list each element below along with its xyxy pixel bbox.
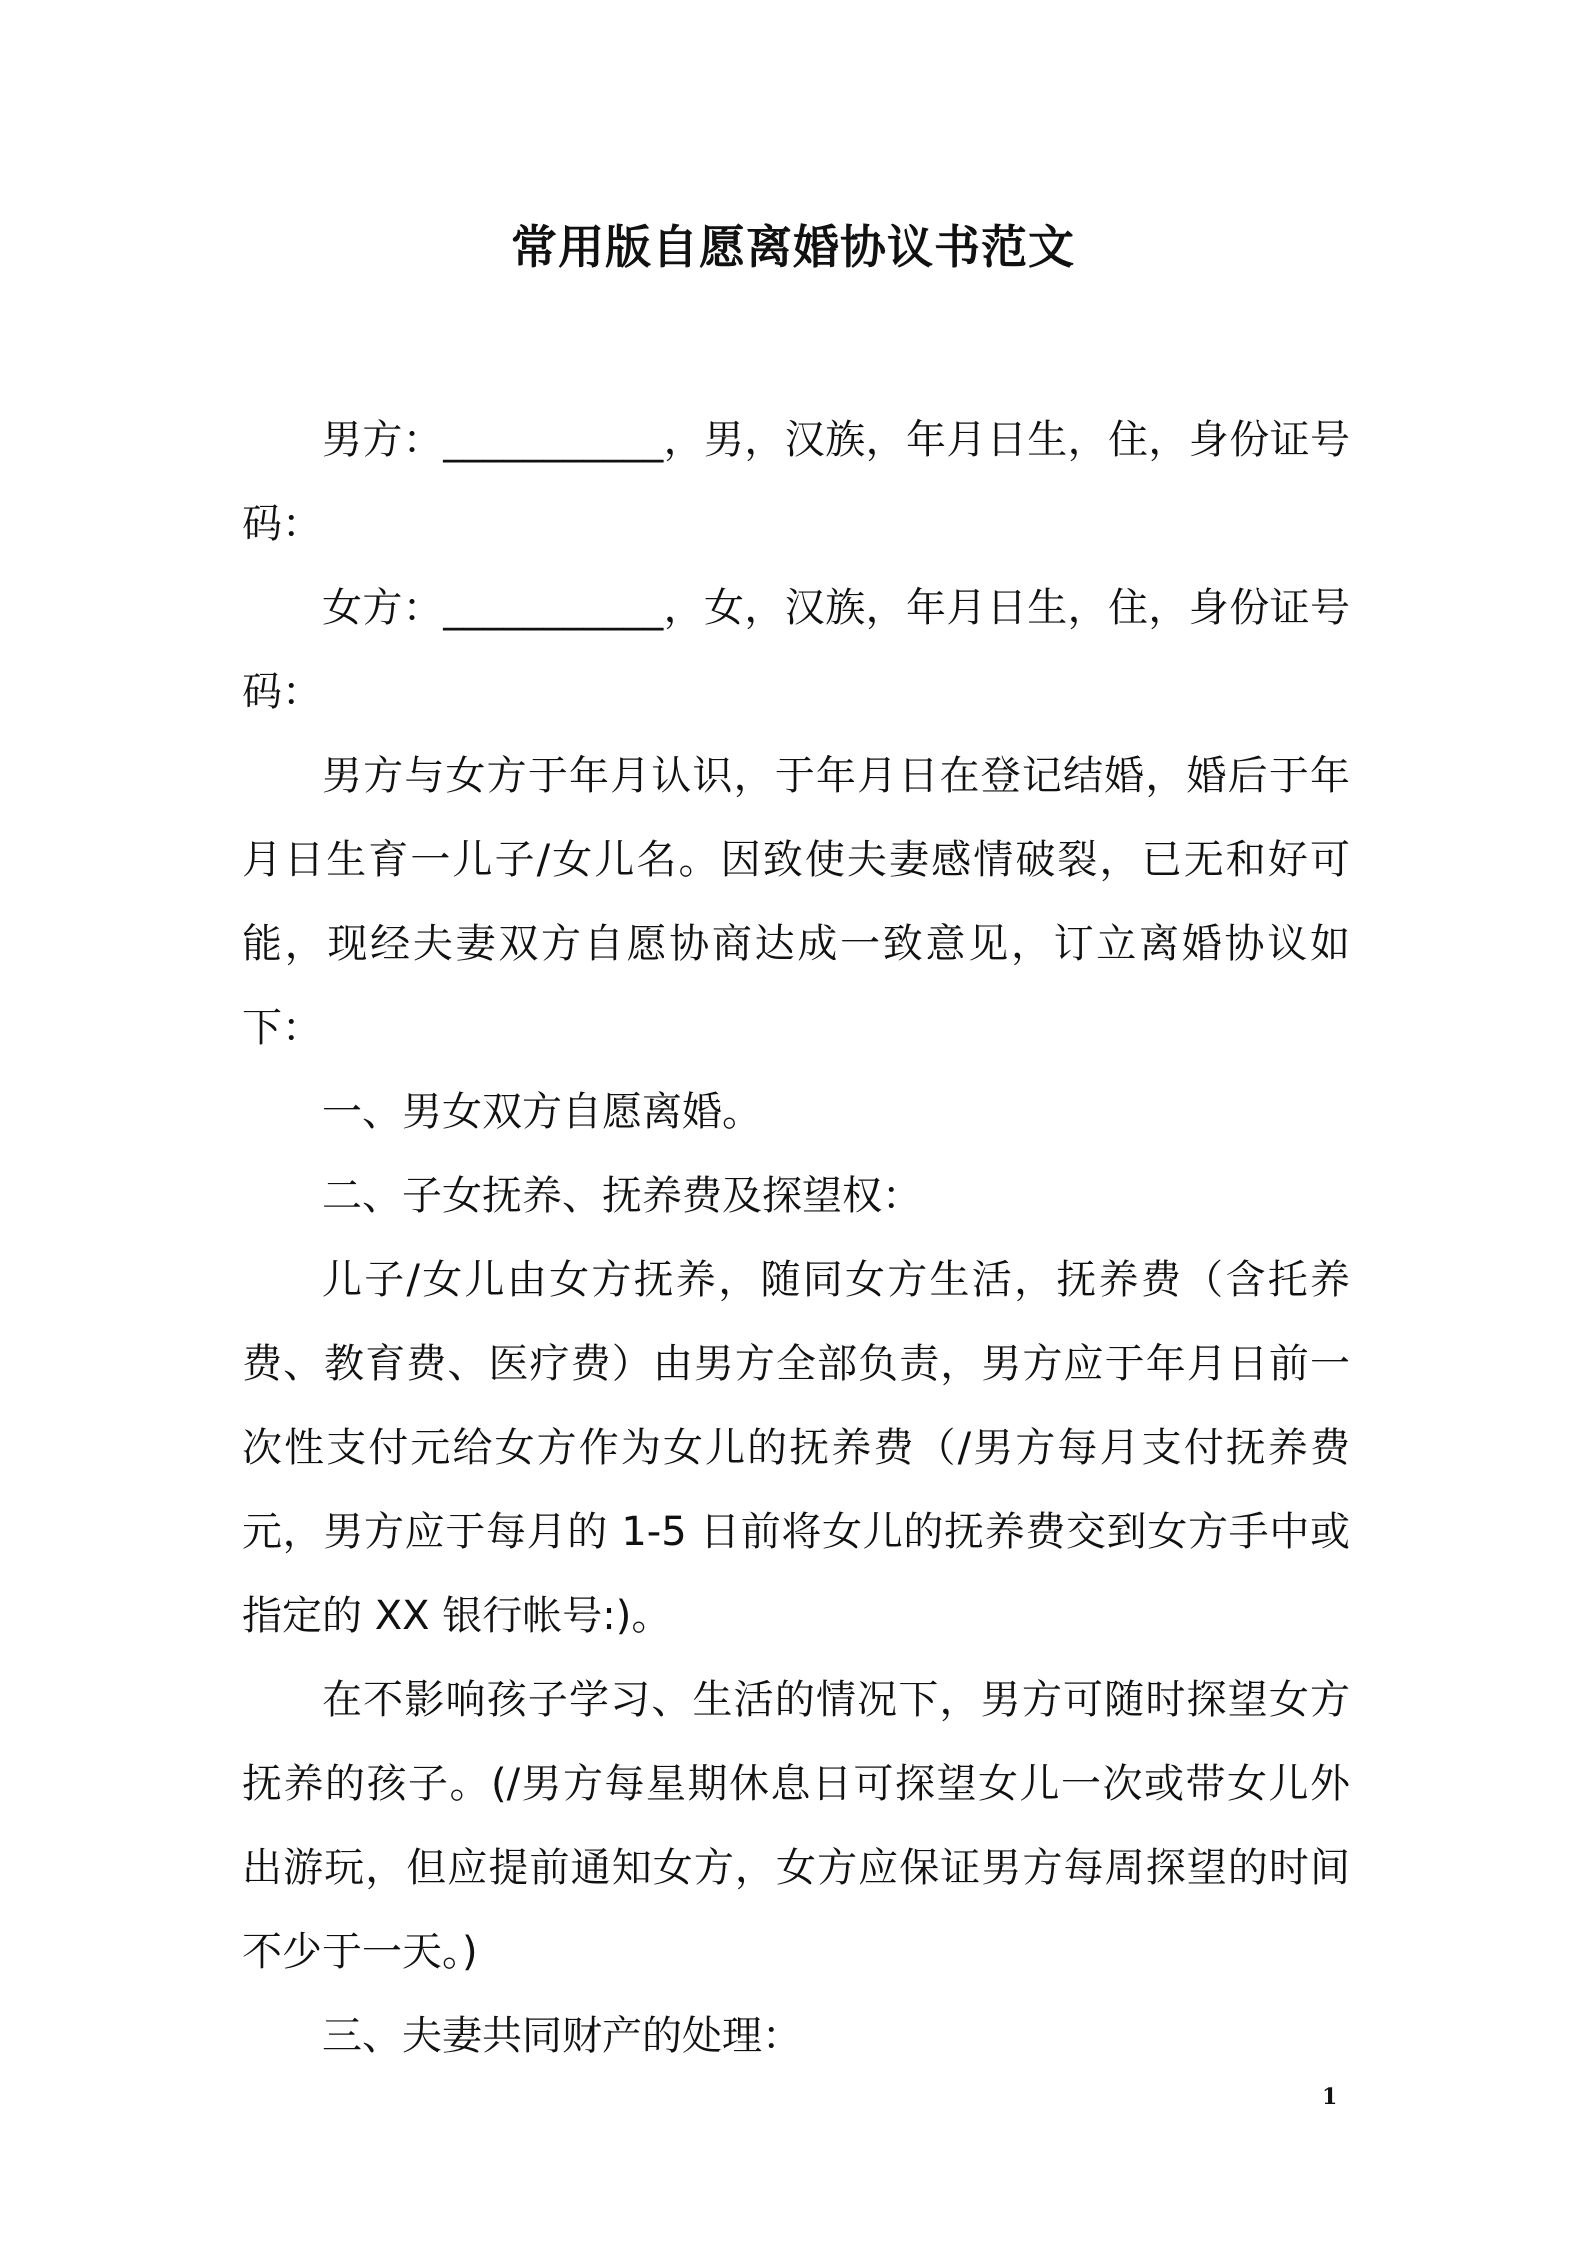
paragraph-visitation: 在不影响孩子学习、生活的情况下，男方可随时探望女方抚养的孩子。(/男方每星期休息日可探望女儿一次或带女儿外出游玩，但应提前通知女方，女方应保证男方每周探望的时间不少于一天。) <box>242 1677 1350 1975</box>
paragraph-male-party: 男方：___________，男，汉族，年月日生，住，身份证号码： <box>242 417 1350 547</box>
paragraph-background: 男方与女方于年月认识，于年月日在登记结婚，婚后于年月日生育一儿子/女儿名。因致使夫妻感情破裂，已无和好可能，现经夫妻双方自愿协商达成一致意见，订立离婚协议如下： <box>242 753 1350 1051</box>
paragraph-female-party: 女方：___________，女，汉族，年月日生，住，身份证号码： <box>242 585 1350 715</box>
paragraph-clause-1: 一、男女双方自愿离婚。 <box>322 1089 762 1135</box>
page-number: 1 <box>1322 2084 1338 2110</box>
document-title: 常用版自愿离婚协议书范文 <box>511 220 1075 274</box>
paragraph-child-support: 儿子/女儿由女方抚养，随同女方生活，抚养费（含托养费、教育费、医疗费）由男方全部负责，男方应于年月日前一次性支付元给女方作为女儿的抚养费（/男方每月支付抚养费元，男方应于每月的 1-5 日前将女儿的抚养费交到女方手中或指定的 XX 银行帐号:)。 <box>242 1257 1350 1639</box>
paragraph-clause-2-heading: 二、子女抚养、抚养费及探望权： <box>322 1173 922 1219</box>
paragraph-clause-3-heading: 三、夫妻共同财产的处理： <box>322 2013 802 2059</box>
document-body <box>242 398 1350 2078</box>
